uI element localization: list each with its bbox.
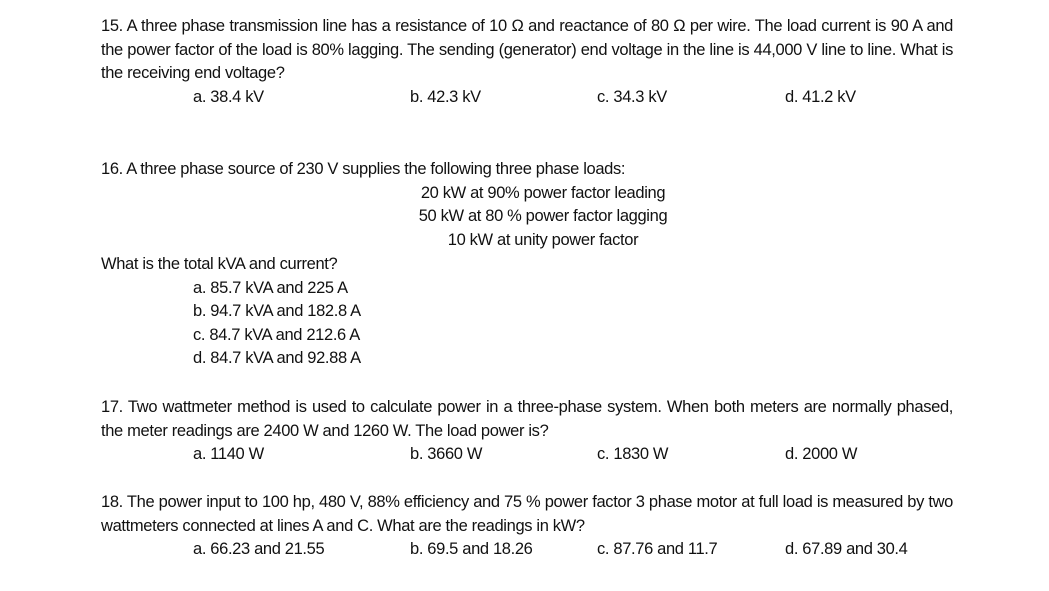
option-a: a. 1140 W	[193, 445, 264, 463]
question-16-loads	[101, 182, 953, 253]
option-d: d. 84.7 kVA and 92.88 A	[193, 349, 361, 367]
question-18	[101, 491, 953, 562]
option-b: b. 69.5 and 18.26	[410, 540, 533, 558]
option-a: a. 85.7 kVA and 225 A	[193, 278, 348, 297]
load-item: 50 kW at 80 % power factor lagging	[418, 207, 668, 225]
option-c: c. 87.76 and 11.7	[597, 540, 718, 558]
question-18-stem: 18. The power input to 100 hp, 480 V, 88% efficiency and 75 % power factor 3 phase motor at full load is measured by two wattmeters connected at lines A and C. What are the readings in kW?	[101, 493, 953, 535]
option-c: c. 1830 W	[597, 445, 669, 463]
option-d: d. 2000 W	[785, 445, 858, 463]
question-18-options	[101, 538, 953, 562]
question-16-question: What is the total kVA and current?	[101, 255, 338, 273]
question-15-options	[101, 86, 953, 110]
option-b: b. 42.3 kV	[410, 87, 481, 106]
option-c: c. 84.7 kVA and 212.6 A	[193, 325, 360, 344]
question-17-stem: 17. Two wattmeter method is used to calculate power in a three-phase system. When both meters are normally phased, the meter readings are 2400 W and 1260 W. The load power is?	[101, 398, 953, 440]
option-a: a. 38.4 kV	[193, 87, 264, 106]
cutoff-text-fragment-graphic	[101, 586, 953, 591]
question-16-stem: 16. A three phase source of 230 V supplies the following three phase loads:	[101, 160, 626, 178]
option-d: d. 67.89 and 30.4	[785, 540, 908, 558]
option-d: d. 41.2 kV	[785, 87, 856, 106]
question-16	[101, 158, 953, 371]
question-15	[101, 15, 953, 109]
question-16-options	[193, 277, 953, 371]
option-b: b. 94.7 kVA and 182.8 A	[193, 302, 361, 320]
load-item: 10 kW at unity power factor	[447, 230, 639, 249]
option-a: a. 66.23 and 21.55	[193, 540, 325, 558]
option-b: b. 3660 W	[410, 445, 483, 463]
option-c: c. 34.3 kV	[597, 87, 667, 106]
question-15-stem: 15. A three phase transmission line has a resistance of 10 Ω and reactance of 80 Ω per wire. The load current is 90 A and the power factor of the load is 80% lagging. The sending (generator) end voltage in the line is 44,000 V line to line. What is the receiving end voltage?	[101, 17, 953, 82]
cutoff-next-question-fragment	[101, 582, 953, 591]
question-17-options	[101, 443, 953, 467]
question-17	[101, 396, 953, 467]
load-item: 20 kW at 90% power factor leading	[420, 183, 666, 202]
